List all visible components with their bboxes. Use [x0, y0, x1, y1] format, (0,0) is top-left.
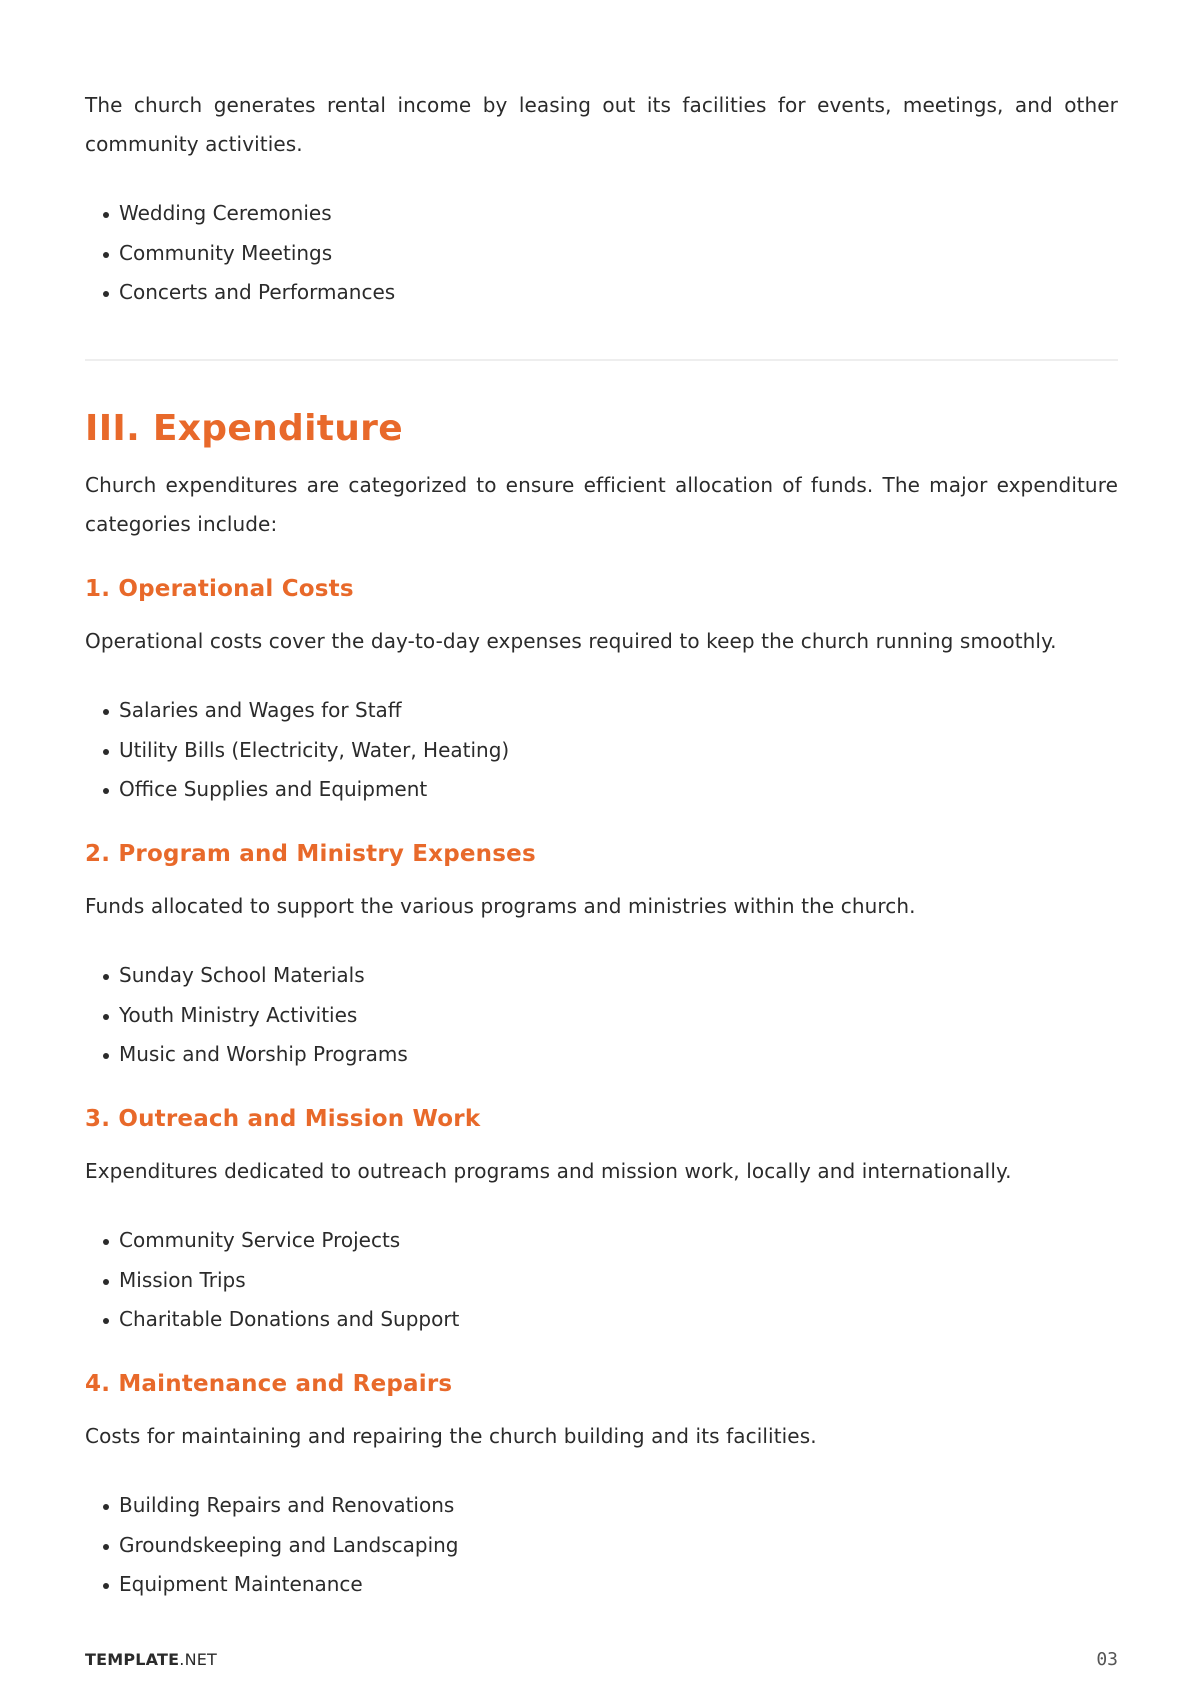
- page-number: 03: [1096, 1649, 1118, 1670]
- subsection-1-list-block: [85, 691, 1118, 810]
- list-item: Office Supplies and Equipment: [103, 770, 1118, 810]
- subsection-3-list-block: [85, 1221, 1118, 1340]
- section-divider: [85, 359, 1118, 361]
- subsection-paragraph: Funds allocated to support the various programs and ministries within the church.: [85, 894, 916, 918]
- list-item: Groundskeeping and Landscaping: [103, 1526, 1118, 1566]
- subsection-2-heading-block: [85, 841, 1118, 867]
- subsection-2-paragraph-block: [85, 887, 1118, 926]
- intro-paragraph: The church generates rental income by leasing out its facilities for events, meetings, and other community activities.: [85, 93, 1118, 156]
- subsection-4-heading-block: [85, 1371, 1118, 1397]
- footer-brand-bold: TEMPLATE: [85, 1650, 180, 1669]
- list-item: Sunday School Materials: [103, 956, 1118, 996]
- subsection-4-paragraph-block: [85, 1417, 1118, 1456]
- subsection-4-list-block: [85, 1486, 1118, 1605]
- subsection-title: 2. Program and Ministry Expenses: [85, 841, 536, 867]
- subsection-paragraph: Operational costs cover the day-to-day expenses required to keep the church running smoothly.: [85, 629, 1057, 653]
- intro-list: [85, 194, 1118, 313]
- subsection-list: [85, 1486, 1118, 1605]
- section-heading-block: [85, 408, 1118, 449]
- intro-block: [85, 86, 1118, 164]
- document-page: [85, 0, 1118, 1697]
- footer-brand-logo: [85, 1650, 217, 1669]
- list-item: Mission Trips: [103, 1261, 1118, 1301]
- section-intro-block: [85, 466, 1118, 544]
- subsection-3-paragraph-block: [85, 1152, 1118, 1191]
- list-item: Music and Worship Programs: [103, 1035, 1118, 1075]
- footer-brand-rest: .NET: [179, 1650, 218, 1669]
- list-item: Community Meetings: [103, 234, 1118, 274]
- subsection-title: 3. Outreach and Mission Work: [85, 1106, 481, 1132]
- section-title: III. Expenditure: [85, 408, 403, 449]
- list-item: Youth Ministry Activities: [103, 996, 1118, 1036]
- subsection-paragraph: Costs for maintaining and repairing the church building and its facilities.: [85, 1424, 817, 1448]
- list-item: Concerts and Performances: [103, 273, 1118, 313]
- list-item: Utility Bills (Electricity, Water, Heating): [103, 731, 1118, 771]
- list-item: Equipment Maintenance: [103, 1565, 1118, 1605]
- subsection-1-paragraph-block: [85, 622, 1118, 661]
- subsection-title: 4. Maintenance and Repairs: [85, 1371, 453, 1397]
- section-paragraph: Church expenditures are categorized to ensure efficient allocation of funds. The major expenditure categories include:: [85, 473, 1118, 536]
- subsection-2-list-block: [85, 956, 1118, 1075]
- subsection-list: [85, 1221, 1118, 1340]
- intro-list-block: [85, 194, 1118, 313]
- subsection-title: 1. Operational Costs: [85, 576, 354, 602]
- subsection-list: [85, 691, 1118, 810]
- list-item: Salaries and Wages for Staff: [103, 691, 1118, 731]
- list-item: Wedding Ceremonies: [103, 194, 1118, 234]
- list-item: Building Repairs and Renovations: [103, 1486, 1118, 1526]
- subsection-1-heading-block: [85, 576, 1118, 602]
- subsection-paragraph: Expenditures dedicated to outreach programs and mission work, locally and internationally.: [85, 1159, 1012, 1183]
- subsection-list: [85, 956, 1118, 1075]
- list-item: Charitable Donations and Support: [103, 1300, 1118, 1340]
- list-item: Community Service Projects: [103, 1221, 1118, 1261]
- subsection-3-heading-block: [85, 1106, 1118, 1132]
